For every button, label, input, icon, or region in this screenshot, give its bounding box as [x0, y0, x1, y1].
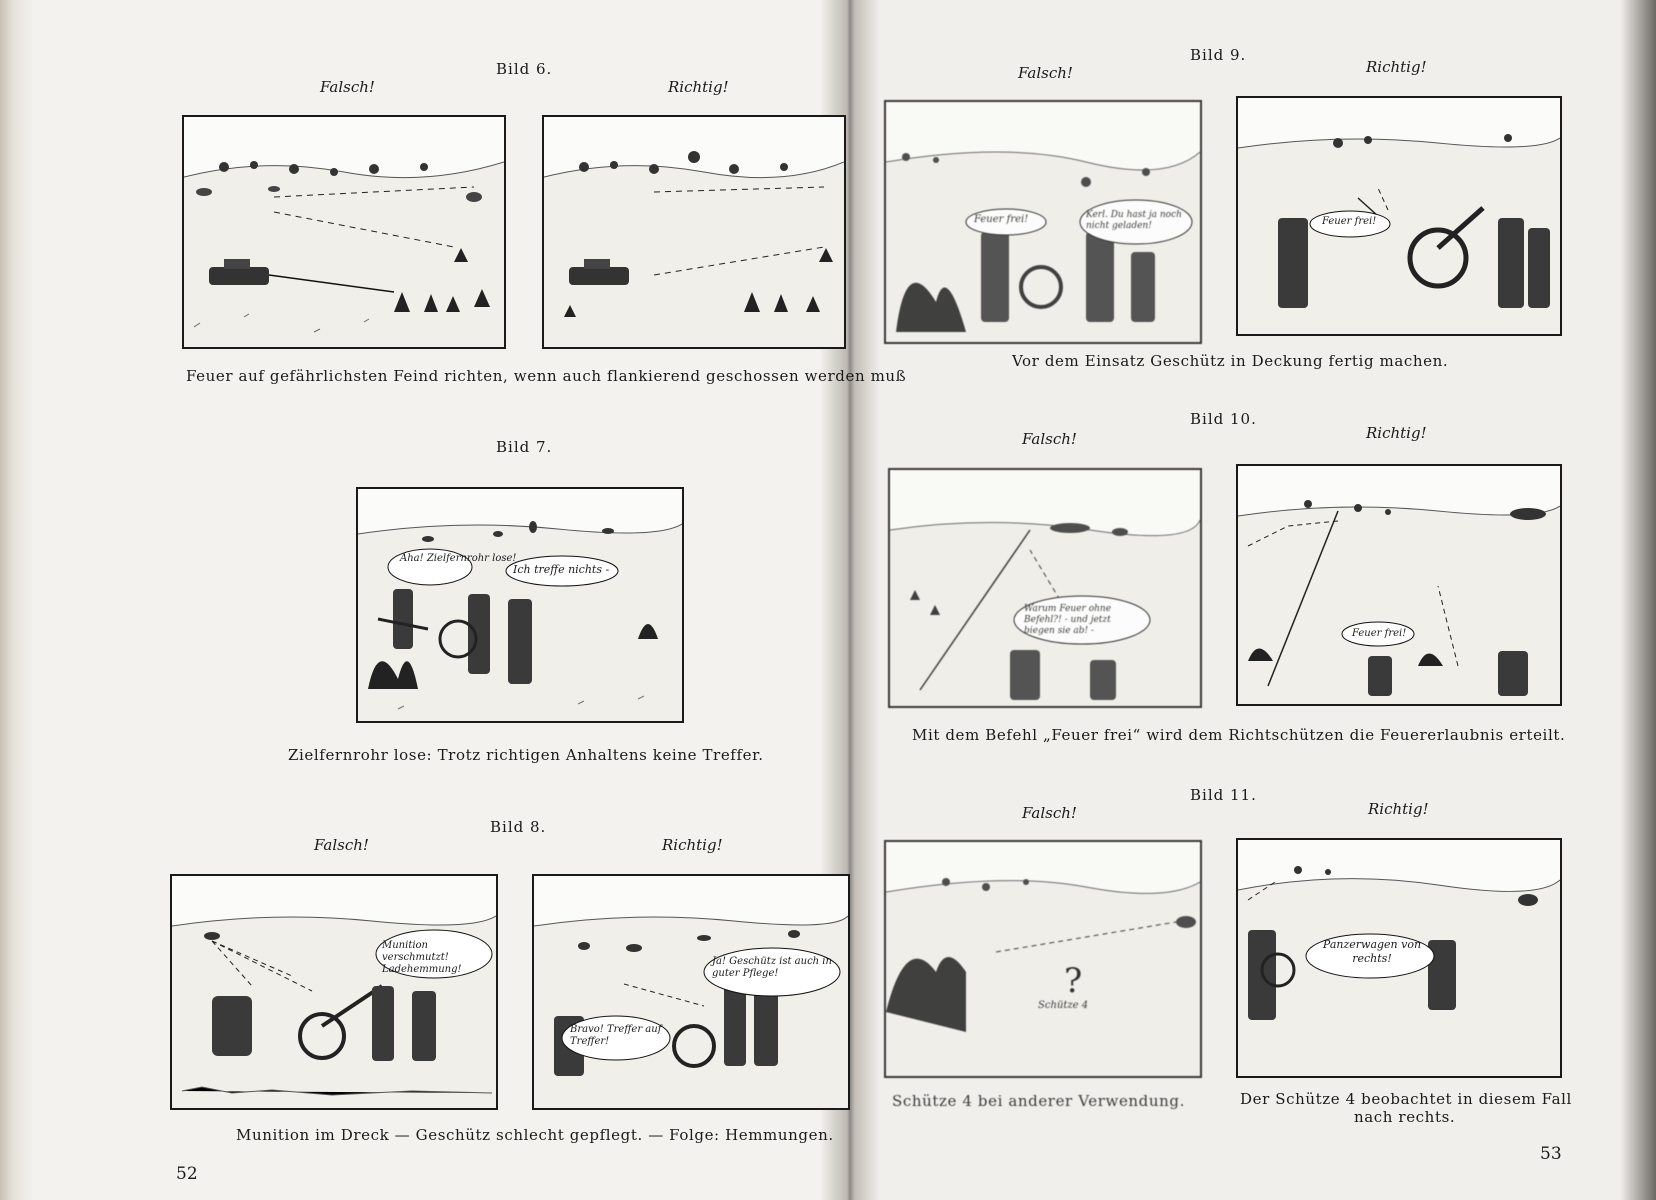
bild10-title: Bild 10.: [1190, 410, 1257, 428]
bild11-right-caption-1: Der Schütze 4 beobachtet in diesem Fall: [1240, 1090, 1572, 1108]
right-page-number: 53: [1540, 1144, 1562, 1164]
bild10-right-illustration: [1236, 464, 1562, 706]
page-edge-stack: [0, 0, 34, 1200]
svg-text:?: ?: [1064, 961, 1083, 1001]
bild7-bubble-a: Aha! Zielfernrohr lose!: [400, 553, 517, 564]
bild7-bubble-b: Ich treffe nichts -: [513, 563, 610, 576]
bild6-title: Bild 6.: [496, 60, 553, 78]
bild11-wrong-caption: Schütze 4 bei anderer Verwendung.: [892, 1092, 1185, 1110]
bild8-right-bubble-b: Ja! Geschütz ist auch in guter Pflege!: [712, 956, 832, 979]
bild9-wrong-label: Falsch!: [1018, 64, 1073, 82]
bild10-right-bubble: Feuer frei!: [1352, 628, 1407, 639]
left-page-number: 52: [176, 1164, 198, 1184]
bild9-wrong-illustration: [884, 100, 1202, 344]
bild11-wrong-illustration: [884, 840, 1202, 1078]
bild8-title: Bild 8.: [490, 818, 547, 836]
bild9-right-illustration: [1236, 96, 1562, 336]
bild9-title: Bild 9.: [1190, 46, 1247, 64]
bild8-right-illustration: [532, 874, 850, 1110]
bild10-right-label: Richtig!: [1366, 424, 1427, 442]
bild7-caption: Zielfernrohr lose: Trotz richtigen Anhaltens keine Treffer.: [288, 746, 764, 764]
bild11-right-label: Richtig!: [1368, 800, 1429, 818]
bild11-title: Bild 11.: [1190, 786, 1257, 804]
bild9-right-label: Richtig!: [1366, 58, 1427, 76]
bild11-wrong-bubble: Schütze 4: [1038, 1000, 1089, 1011]
bild8-right-label: Richtig!: [662, 836, 723, 854]
right-page-shadow: [1620, 0, 1656, 1200]
bild11-wrong-label: Falsch!: [1022, 804, 1077, 822]
bild9-caption: Vor dem Einsatz Geschütz in Deckung fertig machen.: [1012, 352, 1449, 370]
bild9-wrong-bubble-a: Feuer frei!: [974, 214, 1029, 225]
bild11-right-bubble: Panzerwagen von rechts!: [1322, 938, 1422, 965]
bild11-right-illustration: [1236, 838, 1562, 1078]
bild8-right-bubble-a: Bravo! Treffer auf Treffer!: [570, 1024, 662, 1047]
bild6-wrong-label: Falsch!: [320, 78, 375, 96]
bild7-illustration: [356, 487, 684, 723]
bild9-wrong-bubble-b: Kerl. Du hast ja noch nicht geladen!: [1086, 210, 1182, 231]
bild6-right-illustration: [542, 115, 846, 349]
bild11-right-caption-2: nach rechts.: [1354, 1108, 1456, 1126]
bild8-wrong-illustration: [170, 874, 498, 1110]
bild9-right-bubble: Feuer frei!: [1322, 216, 1377, 227]
bild7-title: Bild 7.: [496, 438, 553, 456]
bild6-right-label: Richtig!: [668, 78, 729, 96]
bild10-wrong-illustration: [888, 468, 1202, 708]
bild8-wrong-bubble: Munition verschmutzt! Ladehemmung!: [382, 940, 462, 975]
bild10-wrong-label: Falsch!: [1022, 430, 1077, 448]
bild8-wrong-label: Falsch!: [314, 836, 369, 854]
bild6-wrong-illustration: [182, 115, 506, 349]
bild10-wrong-bubble: Warum Feuer ohne Befehl?! - und jetzt biegen sie ab! -: [1024, 604, 1112, 636]
bild8-caption: Munition im Dreck — Geschütz schlecht gepflegt. — Folge: Hemmungen.: [236, 1126, 834, 1144]
bild10-caption: Mit dem Befehl „Feuer frei“ wird dem Richtschützen die Feuererlaubnis erteilt.: [912, 726, 1566, 744]
bild6-caption: Feuer auf gefährlichsten Feind richten, wenn auch flankierend geschossen werden muß: [186, 367, 907, 385]
